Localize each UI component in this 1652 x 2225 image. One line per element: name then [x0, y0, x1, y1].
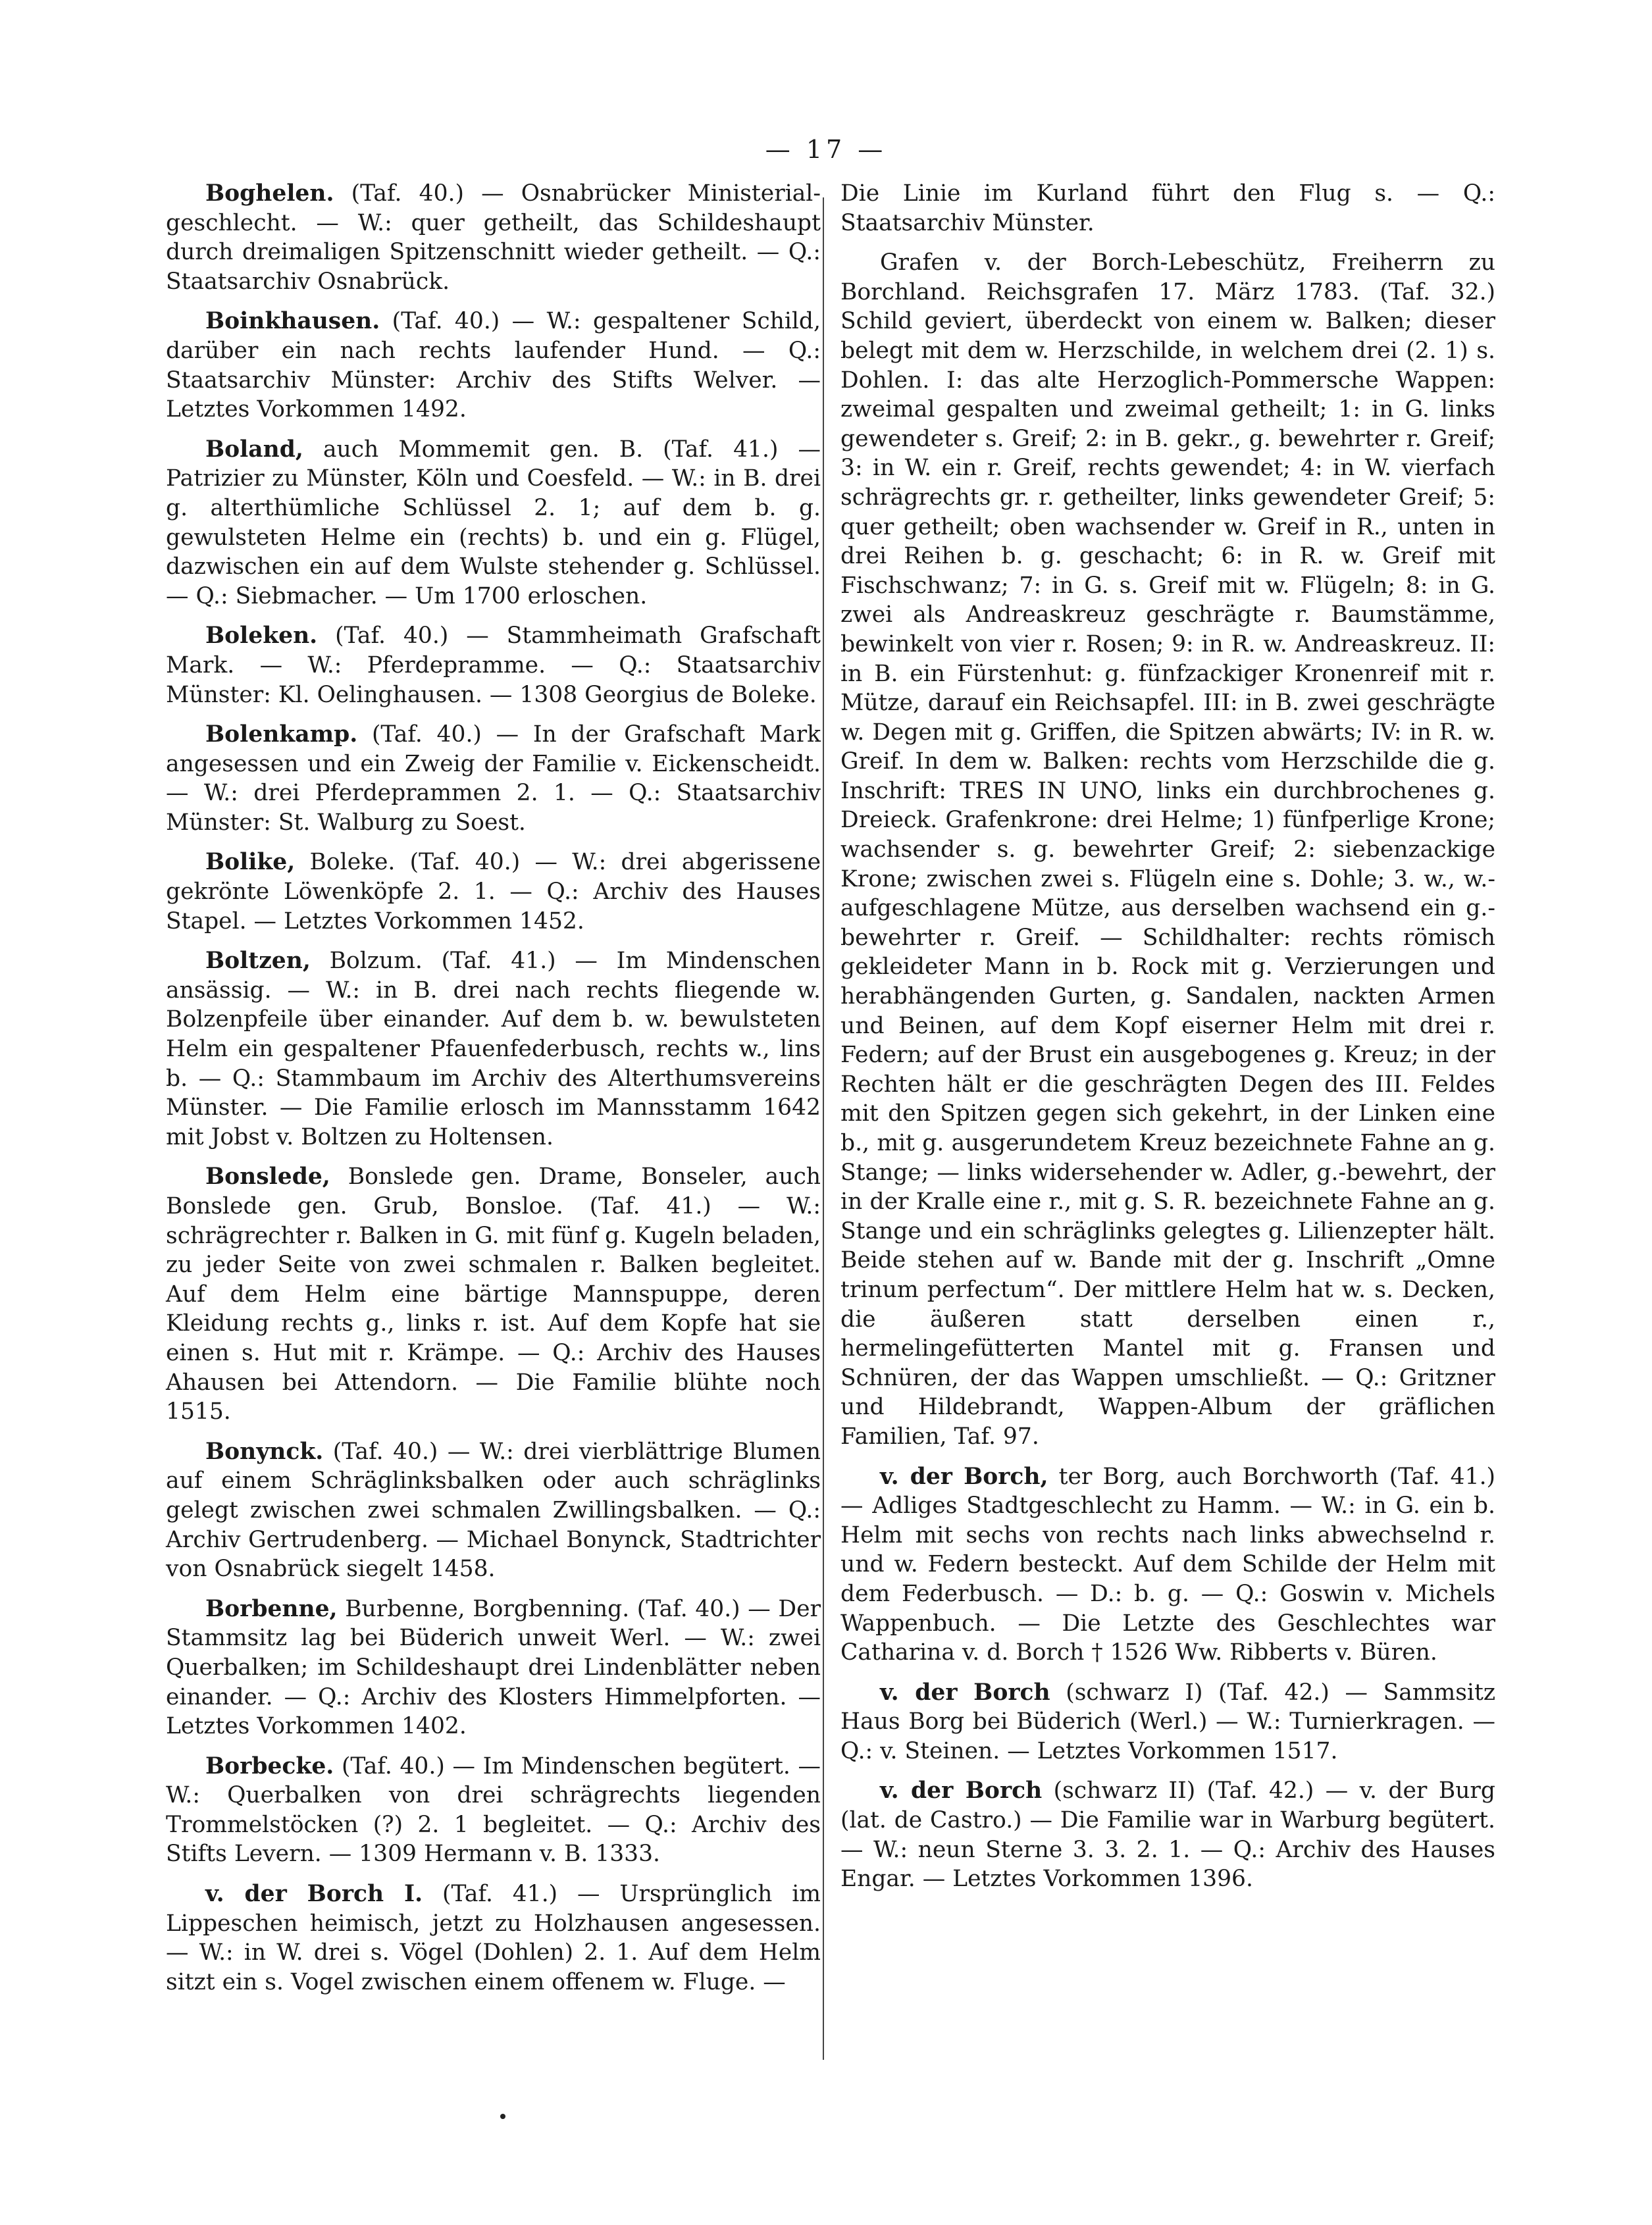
entry-text: auch Mommemit gen. B. (Taf. 41.) — Patrizier zu Münster, Köln und Coesfeld. — W.: in B. drei g. alterthümliche Schlüssel 2. 1; auf dem b. g. gewulsteten Helme ein (rechts) b. und ein g. Flügel, dazwischen ein auf dem Wulste stehender g. Schlüssel. — Q.: Siebmacher. — Um 1700 erloschen. [166, 436, 821, 609]
right-column [840, 179, 1495, 1905]
entry-headword: v. der Borch [880, 1777, 1043, 1804]
entry-text: ter Borg, auch Borchworth (Taf. 41.) — Adliges Stadtgeschlecht zu Hamm. — W.: in G. ein b. Helm mit sechs von rechts nach links abwechselnd r. und w. Federn besteckt. Auf dem Schilde der Helm mit dem Federbusch. — D.: b. g. — Q.: Goswin v. Michels Wappenbuch. — Die Letzte des Geschlechtes war Catharina v. d. Borch † 1526 Ww. Ribberts v. Büren. [840, 1463, 1495, 1666]
dictionary-entry [840, 179, 1495, 238]
dictionary-entry [166, 1752, 821, 1869]
dictionary-entry [166, 179, 821, 296]
entry-text: (Taf. 40.) — Osnabrücker Ministerial-geschlecht. — W.: quer getheilt, das Schildeshaupt durch dreimaligen Spitzenschnitt wieder getheilt. — Q.: Staatsarchiv Osnabrück. [166, 180, 821, 295]
entry-text: Burbenne, Borgbenning. (Taf. 40.) — Der Stammsitz lag bei Büderich unweit Werl. — W.: zwei Querbalken; im Schildeshaupt drei Lindenblätter neben einander. — Q.: Archiv des Klosters Himmelpforten. — Letztes Vorkommen 1402. [166, 1595, 821, 1740]
entry-headword: Bonynck. [205, 1438, 324, 1465]
dictionary-entry [166, 848, 821, 936]
entry-headword: v. der Borch [880, 1679, 1050, 1706]
dictionary-entry [166, 1880, 821, 1997]
page-number: — 17 — [765, 135, 887, 164]
dictionary-entry [166, 946, 821, 1152]
entry-headword: Bolenkamp. [205, 721, 358, 748]
entry-text: (schwarz I) (Taf. 42.) — Sammsitz Haus Borg bei Büderich (Werl.) — W.: Turnierkragen. — Q.: v. Steinen. — Letztes Vorkommen 1517. [840, 1679, 1496, 1764]
entry-headword: v. der Borch, [880, 1463, 1048, 1490]
entry-headword: v. der Borch I. [205, 1881, 423, 1908]
entry-text: Boleke. (Taf. 40.) — W.: drei abgerissene gekrönte Löwenköpfe 2. 1. — Q.: Archiv des Hauses Stapel. — Letztes Vorkommen 1452. [166, 849, 821, 934]
entry-headword: Boltzen, [205, 948, 311, 975]
entry-text: (Taf. 40.) — W.: gespaltener Schild, darüber ein nach rechts laufender Hund. — Q.: Staatsarchiv Münster: Archiv des Stifts Welver. — Letztes Vorkommen 1492. [166, 308, 821, 423]
entry-text: (Taf. 40.) — Stammheimath Grafschaft Mark. — W.: Pferdepramme. — Q.: Staatsarchiv Münster: Kl. Oelinghausen. — 1308 Georgius de Boleke. [166, 623, 821, 708]
entry-text: Bonslede gen. Drame, Bonseler, auch Bonslede gen. Grub, Bonsloe. (Taf. 41.) — W.: schrägrechter r. Balken in G. mit fünf g. Kugeln beladen, zu jeder Seite von zwei schmalen r. Balken begleitet. Auf dem Helm eine bärtige Mannspuppe, deren Kleidung rechts g., links r. ist. Auf dem Kopfe hat sie einen s. Hut mit r. Krämpe. — Q.: Archiv des Hauses Ahausen bei Attendorn. — Die Familie blühte noch 1515. [166, 1164, 821, 1425]
entry-headword: Boland, [205, 436, 303, 463]
dictionary-entry [166, 720, 821, 837]
dictionary-entry [840, 248, 1495, 1451]
left-column [166, 179, 821, 2007]
dictionary-entry [166, 1437, 821, 1584]
column-divider [823, 197, 824, 2060]
dictionary-entry [166, 435, 821, 611]
entry-text: Grafen v. der Borch-Lebeschütz, Freiherrn zu Borchland. Reichsgrafen 17. März 1783. (Taf. 32.) Schild geviert, überdeckt von einem w. Balken; dieser belegt mit dem w. Herzschilde, in welchem drei (2. 1) s. Dohlen. I: das alte Herzoglich-Pommersche Wappen: zweimal gespalten und zweimal getheilt; 1: in G. links gewendeter s. Greif; 2: in B. gekr., g. bewehrter r. Greif; 3: in W. ein r. Greif, rechts gewendet; 4: in W. vierfach schrägrechts gr. r. getheilter, links gewendeter Greif; 5: quer getheilt; oben wachsender w. Greif in R., unten in drei Reihen b. g. geschacht; 6: in R. w. Greif mit Fischschwanz; 7: in G. s. Greif mit w. Flügeln; 8: in G. zwei als Andreaskreuz geschrägte r. Baumstämme, bewinkelt von vier r. Rosen; 9: in R. w. Andreaskreuz. II: in B. ein Fürstenhut: g. fünfzackiger Kronenreif mit r. Mütze, darauf ein Reichsapfel. III: in B. zwei geschrägte w. Degen mit g. Griffen, die Spitzen abwärts; IV: in R. w. Greif. In dem w. Balken: rechts vom Herzschilde die g. Inschrift: TRES IN UNO, links ein durchbrochenes g. Dreieck. Grafenkrone: drei Helme; 1) fünfperlige Krone; wachsender s. g. bewehrter Greif; 2: siebenzackige Krone; zwischen zwei s. Flügeln eine s. Dohle; 3. w., w.-aufgeschlagene Mütze, aus derselben wachsend ein g.-bewehrter r. Greif. — Schildhalter: rechts römisch gekleideter Mann in b. Rock mit g. Verzierungen und herabhängenden Gurten, g. Sandalen, nackten Armen und Beinen, auf dem Kopf eiserner Helm mit drei r. Federn; auf der Brust ein ausgebogenes g. Kreuz; in der Rechten hält er die geschrägten Degen des III. Feldes mit den Spitzen gegen sich gekehrt, in der Linken eine b., mit g. ausgerundetem Kreuz bezeichnete Fahne an g. Stange; — links widersehender w. Adler, g.-bewehrt, der in der Kralle eine r., mit g. S. R. bezeichnete Fahne an g. Stange und ein schräglinks gelegtes g. Lilienzepter hält. Beide stehen auf w. Bande mit der g. Inschrift „Omne trinum perfectum“. Der mittlere Helm hat w. s. Decken, die äußeren statt derselben einen r., hermelingefütterten Mantel mit g. Fransen und Schnüren, der das Wappen umschließt. — Q.: Gritzner und Hildebrandt, Wappen-Album der gräflichen Familien, Taf. 97. [840, 249, 1495, 1450]
dictionary-entry [166, 1162, 821, 1426]
dictionary-entry [840, 1776, 1495, 1893]
dictionary-entry [166, 307, 821, 424]
entry-text: (schwarz II) (Taf. 42.) — v. der Burg (lat. de Castro.) — Die Familie war in Warburg begütert. — W.: neun Sterne 3. 3. 2. 1. — Q.: Archiv des Hauses Engar. — Letztes Vorkommen 1396. [840, 1777, 1496, 1893]
dictionary-entry [840, 1678, 1495, 1766]
ink-dot [500, 2114, 505, 2119]
entry-text: (Taf. 40.) — Im Mindenschen begütert. — W.: Querbalken von drei schrägrechts liegenden Trommelstöcken (?) 2. 1 begleitet. — Q.: Archiv des Stifts Levern. — 1309 Hermann v. B. 1333. [166, 1752, 821, 1868]
entry-headword: Borbenne, [205, 1595, 338, 1622]
entry-text: (Taf. 40.) — W.: drei vierblättrige Blumen auf einem Schräglinksbalken oder auch schräglinks gelegt zwischen zwei schmalen Zwillingsbalken. — Q.: Archiv Gertrudenberg. — Michael Bonynck, Stadtrichter von Osnabrück siegelt 1458. [166, 1438, 821, 1583]
entry-headword: Boinkhausen. [205, 308, 380, 335]
entry-headword: Borbecke. [205, 1752, 334, 1779]
entry-headword: Boleken. [205, 623, 318, 650]
dictionary-entry [166, 1595, 821, 1741]
entry-headword: Boghelen. [205, 180, 334, 207]
entry-text: Bolzum. (Taf. 41.) — Im Mindenschen ansässig. — W.: in B. drei nach rechts fliegende w. Bolzenpfeile über einander. Auf dem b. w. bewulsteten Helm ein gespaltener Pfauenfederbusch, rechts w., lins b. — Q.: Stammbaum im Archiv des Alterthumsvereins Münster. — Die Familie erlosch im Mannsstamm 1642 mit Jobst v. Boltzen zu Holtensen. [166, 948, 821, 1150]
entry-headword: Bolike, [205, 849, 296, 876]
entry-headword: Bonslede, [205, 1164, 330, 1190]
entry-text: (Taf. 40.) — In der Grafschaft Mark angesessen und ein Zweig der Familie v. Eickenscheidt. — W.: drei Pferdeprammen 2. 1. — Q.: Staatsarchiv Münster: St. Walburg zu Soest. [166, 721, 821, 836]
dictionary-entry [166, 621, 821, 709]
entry-text: Die Linie im Kurland führt den Flug s. — Q.: Staatsarchiv Münster. [840, 180, 1495, 236]
entry-text: (Taf. 41.) — Ursprünglich im Lippeschen heimisch, jetzt zu Holzhausen angesessen. — W.: in W. drei s. Vögel (Dohlen) 2. 1. Auf dem Helm sitzt ein s. Vogel zwischen einem offenem w. Fluge. — [166, 1881, 821, 1995]
dictionary-entry [840, 1462, 1495, 1668]
